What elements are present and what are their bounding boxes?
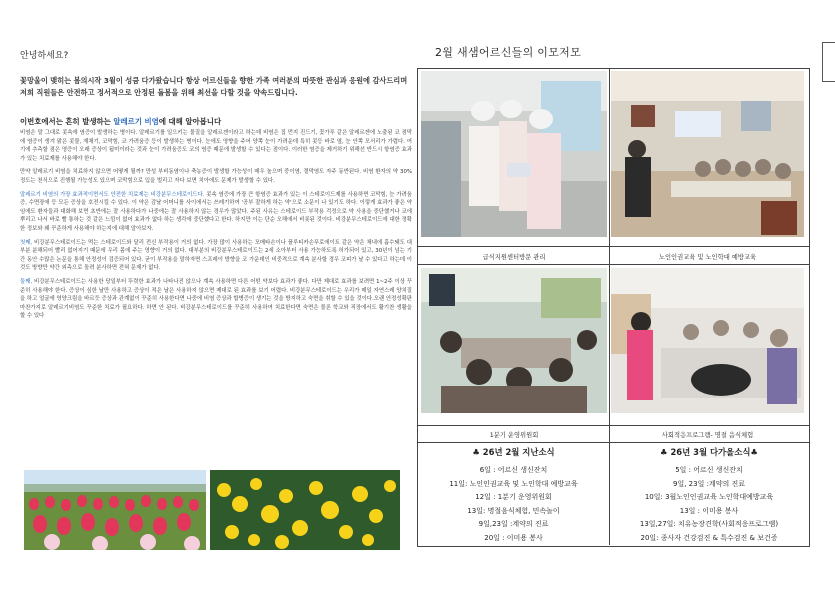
february-news-item: 11일: 노인인권교육 및 노인학대 예방교육 [449, 479, 578, 488]
paragraph-2: 만약 알레르기 비염을 치료하지 않으면 어떻게 될까? 만성 부비동염이나 축농증이 발생할 가능성이 매우 높으며 중이염, 결막염도 자주 동반된다. 비염 환자의 약 30% 정도는 천식으로 진행될 가능성도 있으며 코막힘으로 입을 벌리고 자다 보면 치아에도 문제가 발생할 수 있다. [20, 169, 412, 184]
march-news-item: 10일: 3월노인인권교육 노인학대예방교육 [644, 493, 774, 501]
caption-holiday-food: 사회적응프로그램- 명절 음식체험 [661, 432, 754, 439]
february-news-item: 9일,23일 :계약의 진료 [478, 520, 549, 528]
section-title-suffix: 에 대해 알아봅니다 [158, 117, 222, 126]
left-column [20, 48, 412, 326]
paragraph-4-text: 비강분무스테로이드는 먹는 스테로이드와 달리 전신 부작용이 거의 없다. 가장 많이 사용하는 모메타손이나 플루티카손푸로에이트 같은 약은 체내에 흡수돼도 대부분 분해되어 빨리 없어지기 때문에 우리 몸에 주는 영향이 거의 없다. 대부분의 비강분무스테로이드는 2세 소아부터 사용 가능하도록 허가되어 있고, 30년이 넘는 기간 동안 수많은 논문을 통해 안정성이 검증되어 있다. 굳이 부작용을 말하자면 스프레이 방향을 코 가운데인 비중격으로 계속 분사할 경우 코피가 날 수 있다고 하는데 이것도 방향만 약간 외측으로 돌려 분사하면 전혀 문제가 없다. [20, 239, 412, 272]
february-news-item: 12일 : 1분기 운영위원회 [475, 493, 552, 501]
greeting: 안녕하세요? [20, 51, 69, 61]
february-news [419, 446, 608, 545]
flower-photos [24, 470, 400, 550]
march-news-item: 13일 : 이미용 봉사 [679, 506, 739, 515]
caption-steering-committee: 1분기 운영위원회 [489, 432, 539, 439]
march-news [610, 446, 808, 545]
paragraph-3-text: 콧속 염증에 가장 큰 항염증 효과가 있는 이 스테로이드제를 사용하면 코막힘, 눈 가려움증, 수면장애 등 모든 증상을 호전시킬 수 있다. 이 약은 감날 어머니를 사이에서는 쓰레기하여 '공부 잘하게 하는 약'으로 소문이 나 있기도 하다. 이렇게 효과가 좋은 약임에도 환자들과 대화해 보면 초반에는 잘 사용하다가 나중에는 잘 사용하지 않는 경우가 많았다. 주된 사유는 스테로이드 부작용 걱정으로 약 사용을 중단했거나 코에 뿌리고 나서 바로 빨 통하는 것 같은 느낌이 없어 효과가 없다 하는 생각에 중단했다고 한다. 하지만 이는 단순 오해에서 비롯된 것이다. 비강분무스테로이드에 대한 정확한 정보와 왜 꾸준하게 사용해야 하는지에 대해 알아보자. [20, 191, 413, 232]
paragraph-5-text: 비강분무스테로이드는 사용한 당일부터 뚜렷한 효과가 나타나진 않으나 계속 사용하면 다른 어떤 약보다 효과가 좋다. 다만 제대로 효과를 보려면 1~2주 이상 꾸준히 사용해야 한다. 증상이 심한 날만 사용하고 증상이 적은 날은 사용하지 않으면 제대로 된 효과를 보기 어렵다. 비강분무스테로이드는 우리가 매일 자연스레 양치질을 하고 얼굴에 영양크림을 바르듯 증상과 관계없이 꾸준히 사용한다면 나중에 비염 증상과 합병증이 생기는 것을 방지하고 숙면을 취할 수 있을 것이다.오랜 안정성확판 마찬가지로 알레르기비염도 꾸준한 치료가 필요하다. 하면 안 된다. 비강분무스테로이드를 꾸준히 사용하여 치료한다면 숙면은 물론 학교와 직장에서도 활기찬 생활을 할 수 있다 [20, 278, 412, 320]
march-news-item: 9일, 23일 :계약의 진료 [673, 479, 745, 488]
paragraph-4 [20, 239, 412, 273]
paragraph-3 [20, 191, 412, 234]
caption-kitchen-visit: 급식지원센터방문 관리 [482, 254, 546, 261]
divider-caption-row-1-bottom [417, 264, 809, 265]
forsythia-photo [210, 470, 400, 550]
march-news-item: 5일 : 어르신 생신잔치 [675, 466, 743, 474]
divider-caption-row-2 [417, 425, 809, 426]
paragraph-3-highlight: 알레르기 비염의 가장 효과적이면서도 안전한 치료제는 비강분무스테로이드다. [20, 191, 205, 198]
photo-steering-committee [421, 268, 607, 413]
divider-caption-row-1 [417, 246, 809, 247]
paragraph-4-highlight: 첫째, [20, 239, 33, 246]
photo-holiday-food [611, 268, 804, 413]
section-title-prefix: 이번호에서는 흔히 발생하는 [20, 117, 114, 126]
march-news-item: 20일: 종사자 건강검진 & 특수검진 & 보건증 [640, 533, 778, 542]
february-news-item: 20일 : 이미용 봉사 [484, 533, 543, 542]
page-edge-tab [822, 42, 835, 82]
february-news-item: 13일: 명절음식체험, 민속놀이 [467, 506, 560, 515]
february-news-item: 6일 : 어르신 생신잔치 [479, 466, 548, 474]
section-title [20, 116, 412, 127]
caption-rights-education: 노인인권교육 및 노인학대 예방교육 [658, 254, 757, 261]
section-title-highlight: 알레르기 비염 [113, 117, 159, 126]
february-news-heading: ♣ 26년 2월 지난소식 [472, 447, 555, 457]
photo-rights-education [611, 71, 804, 237]
march-news-item: 13일,27일: 치유농장견학(사회적응프로그램) [639, 520, 779, 528]
paragraph-5 [20, 278, 412, 321]
photo-kitchen-visit [421, 71, 607, 237]
intro-paragraph: 꽃망울이 맺히는 봄의시작 3월이 성큼 다가왔습니다 항상 어르신들을 향한 가족 여러분의 따뜻한 관심과 응원에 감사드리며 저희 직원들은 안전하고 정서적으로 안정된 돌봄을 위해 최선을 다할 것을 약속드립니다. [20, 76, 408, 97]
paragraph-5-highlight: 둘째, [20, 278, 33, 285]
right-column [415, 44, 807, 66]
paragraph-1: 비염은 말 그대로 콧속에 염증이 발생하는 병이다. 알레르기를 일으키는 물질을 알레르겐이라고 하는데 비염은 집 먼지 진드기, 꽃가루 같은 알레르겐에 노출된 코 점막에 염증이 생겨 맑은 콧물, 재채기, 코막힘, 코 가려움증 등이 발생하는 병이다. 눈에도 영향을 주어 양쪽 눈이 가려운데 특히 콧등 바로 옆, 눈 안쪽 모서리가 가렵다. 여기에 추측할 점은 영증이 오래 증상이 됩미이라는 것과 눈이 가려움증도 코의 염증 때문에 발생할 수 있다는 점이다. 이러한 염증을 제거하기 위해선 반드시 항염증 효과가 있는 치료제를 사용해야 한다. [20, 130, 412, 162]
photo-section-title: 2월 새샘어르신들의 이모저모 [435, 46, 582, 59]
divider-caption-row-2-bottom [417, 442, 809, 443]
march-news-heading: ♣ 26년 3월 다가올소식♣ [660, 447, 758, 457]
tulip-photo [24, 470, 206, 550]
